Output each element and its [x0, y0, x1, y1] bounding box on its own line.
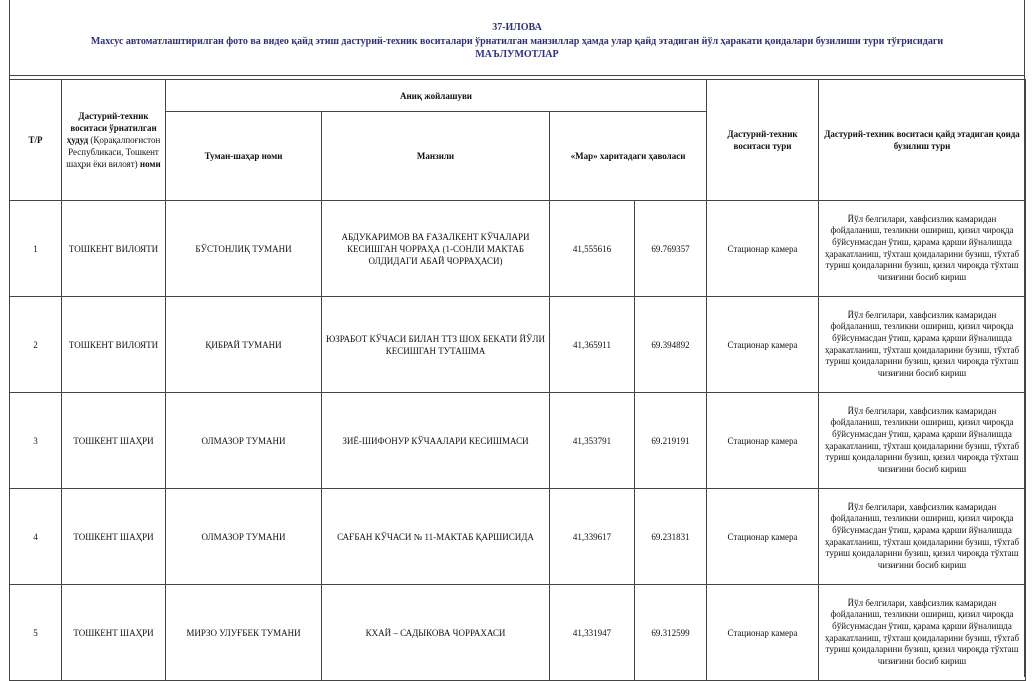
table-header	[10, 80, 1026, 201]
col-header-violation-type: Дастурий-техник воситаси қайд этадиган қоида бузилиш тури	[819, 80, 1026, 201]
table-row	[10, 393, 1026, 489]
col-header-district: Туман-шаҳар номи	[166, 112, 322, 201]
row-latitude: 41,555616	[550, 201, 635, 297]
row-latitude: 41,339617	[550, 489, 635, 585]
document-title: Махсус автоматлаштирилган фото ва видео қайд этиш дастурий-техник воситалари ўрнатилган манзиллар ҳамда улар қайд этадиган йўл ҳаракати қоидалари бузилиши тури тўғрисидаги	[90, 36, 944, 47]
col-header-num: Т/Р	[10, 80, 62, 201]
row-latitude: 41,353791	[550, 393, 635, 489]
row-device: Стационар камера	[707, 297, 819, 393]
col-header-region	[62, 80, 166, 201]
row-violation: Йўл белгилари, хавфсизлик камаридан фойдаланиш, тезликни ошириш, қизил чироқда бўйсунмасдан ўтиш, қарама қарши йўналишда ҳаракатланиш, тўхташ қоидаларини бузиш, тўхтаб туриш қоидаларини бузиш, қизил чироқда тўхташ чизиғини босиб кириш	[819, 297, 1026, 393]
row-district: ОЛМАЗОР ТУМАНИ	[166, 489, 322, 585]
row-latitude: 41,365911	[550, 297, 635, 393]
row-region: ТОШКЕНТ ШАҲРИ	[62, 585, 166, 681]
row-region: ТОШКЕНТ ШАҲРИ	[62, 393, 166, 489]
table-row	[10, 489, 1026, 585]
row-district: ОЛМАЗОР ТУМАНИ	[166, 393, 322, 489]
row-address: КХАЙ – САДЫКОВА ЧОРРАХАСИ	[322, 585, 550, 681]
document-header	[9, 0, 1025, 76]
col-header-address: Манзили	[322, 112, 550, 201]
row-num: 4	[10, 489, 62, 585]
row-longitude: 69.219191	[635, 393, 707, 489]
row-address: АБДУКАРИМОВ ВА ҒАЗАЛКЕНТ КЎЧАЛАРИ КЕСИШГАН ЧОРРАҲА (1-СОНЛИ МАКТАБ ОЛДИДАГИ АБАЙ ЧОРРАҲАСИ)	[322, 201, 550, 297]
row-region: ТОШКЕНТ ШАҲРИ	[62, 489, 166, 585]
row-address: ЮЗРАБОТ КЎЧАСИ БИЛАН ТТЗ ШОХ БЕКАТИ ЙЎЛИ КЕСИШГАН ТУТАШМА	[322, 297, 550, 393]
table-body	[10, 201, 1026, 681]
row-device: Стационар камера	[707, 393, 819, 489]
row-num: 1	[10, 201, 62, 297]
col-header-region-note: (Қорақалпоғистон Республикаси, Тошкент шаҳри ёки вилоят)	[66, 135, 161, 169]
row-address: САҒБАН КЎЧАСИ № 11-МАКТАБ ҚАРШИСИДА	[322, 489, 550, 585]
row-district: БЎСТОНЛИҚ ТУМАНИ	[166, 201, 322, 297]
row-region: ТОШКЕНТ ВИЛОЯТИ	[62, 201, 166, 297]
row-num: 3	[10, 393, 62, 489]
row-longitude: 69.312599	[635, 585, 707, 681]
appendix-label: 37-ИЛОВА	[492, 22, 542, 33]
col-header-device-type: Дастурий-техник воситаси тури	[707, 80, 819, 201]
document-subtitle: МАЪЛУМОТЛАР	[475, 49, 559, 60]
col-header-coords: «Мар» харитадаги ҳаволаси	[550, 112, 707, 201]
row-violation: Йўл белгилари, хавфсизлик камаридан фойдаланиш, тезликни ошириш, қизил чироқда бўйсунмасдан ўтиш, қарама қарши йўналишда ҳаракатланиш, тўхташ қоидаларини бузиш, тўхтаб туриш қоидаларини бузиш, қизил чироқда тўхташ чизиғини босиб кириш	[819, 585, 1026, 681]
row-region: ТОШКЕНТ ВИЛОЯТИ	[62, 297, 166, 393]
col-header-location-group: Аниқ жойлашуви	[166, 80, 707, 112]
row-district: МИРЗО УЛУҒБЕК ТУМАНИ	[166, 585, 322, 681]
row-longitude: 69.769357	[635, 201, 707, 297]
row-district: ҚИБРАЙ ТУМАНИ	[166, 297, 322, 393]
row-device: Стационар камера	[707, 585, 819, 681]
row-latitude: 41,331947	[550, 585, 635, 681]
row-longitude: 69.394892	[635, 297, 707, 393]
table-row	[10, 585, 1026, 681]
col-header-region-bold: Дастурий-техник воситаси ўрнатилган ҳудуд	[66, 111, 157, 145]
row-violation: Йўл белгилари, хавфсизлик камаридан фойдаланиш, тезликни ошириш, қизил чироқда бўйсунмасдан ўтиш, қарама қарши йўналишда ҳаракатланиш, тўхташ қоидаларини бузиш, тўхтаб туриш қоидаларини бузиш, қизил чироқда тўхташ чизиғини босиб кириш	[819, 393, 1026, 489]
row-num: 5	[10, 585, 62, 681]
row-violation: Йўл белгилари, хавфсизлик камаридан фойдаланиш, тезликни ошириш, қизил чироқда бўйсунмасдан ўтиш, қарама қарши йўналишда ҳаракатланиш, тўхташ қоидаларини бузиш, тўхтаб туриш қоидаларини бузиш, қизил чироқда тўхташ чизиғини босиб кириш	[819, 201, 1026, 297]
table-row	[10, 201, 1026, 297]
row-violation: Йўл белгилари, хавфсизлик камаридан фойдаланиш, тезликни ошириш, қизил чироқда бўйсунмасдан ўтиш, қарама қарши йўналишда ҳаракатланиш, тўхташ қоидаларини бузиш, тўхтаб туриш қоидаларини бузиш, қизил чироқда тўхташ чизиғини босиб кириш	[819, 489, 1026, 585]
col-header-region-suffix: номи	[139, 159, 161, 169]
table-row	[10, 297, 1026, 393]
row-num: 2	[10, 297, 62, 393]
row-address: ЗИЁ-ШИФОНУР КЎЧААЛАРИ КЕСИШМАСИ	[322, 393, 550, 489]
camera-locations-table	[9, 79, 1026, 681]
row-longitude: 69.231831	[635, 489, 707, 585]
row-device: Стационар камера	[707, 201, 819, 297]
row-device: Стационар камера	[707, 489, 819, 585]
